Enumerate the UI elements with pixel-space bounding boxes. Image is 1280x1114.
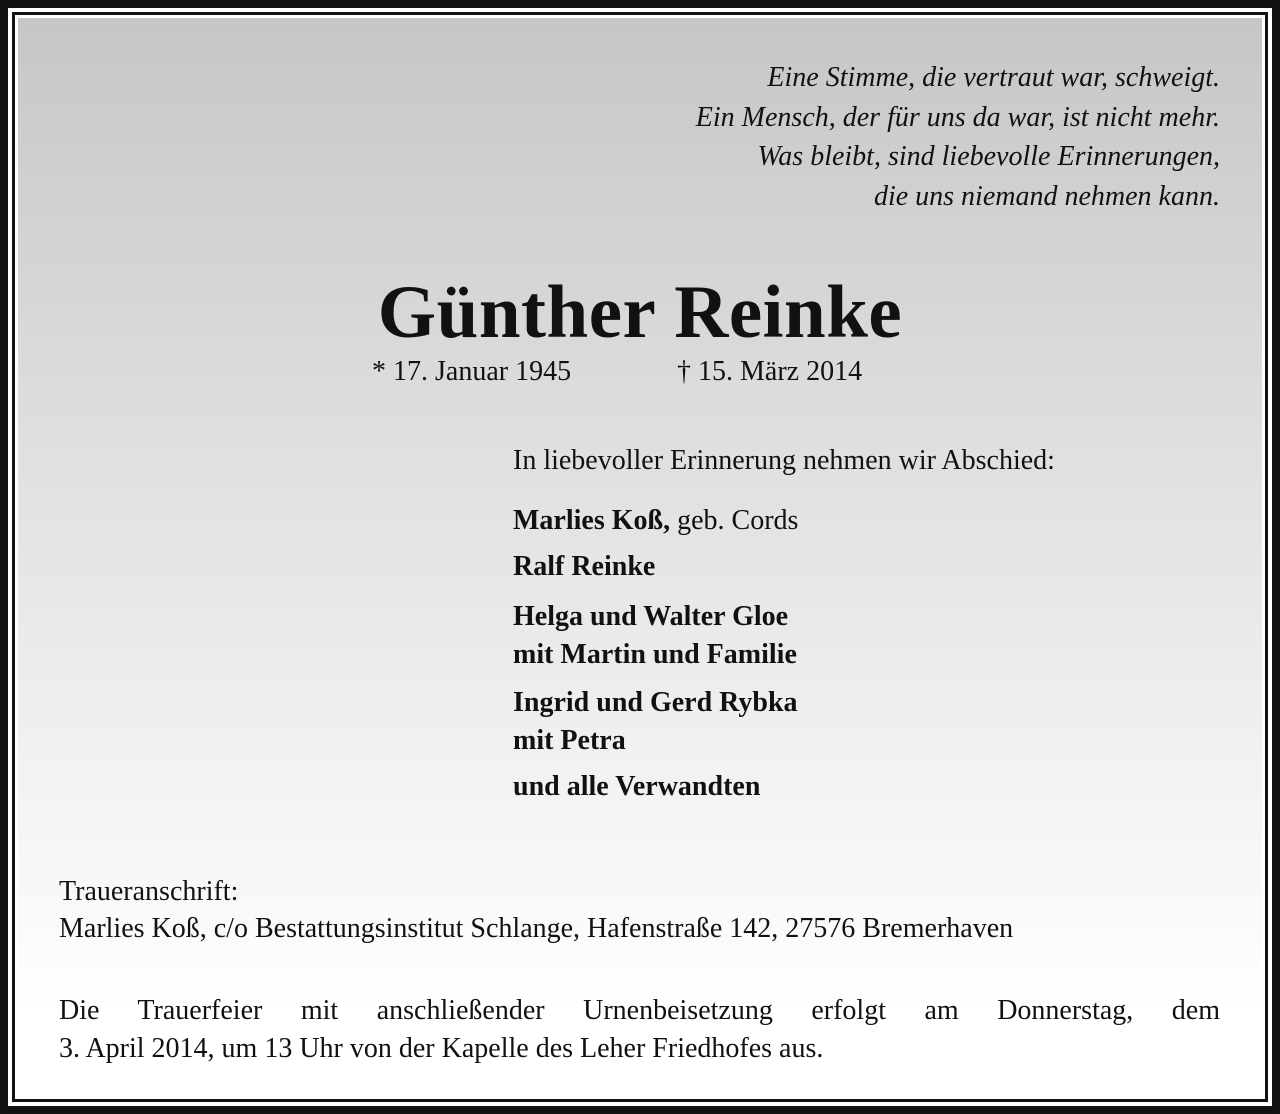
farewell-text: In liebevoller Erinnerung nehmen wir Abschied: (513, 445, 1055, 476)
poem-line: die uns niemand nehmen kann. (873, 180, 1220, 212)
mourner-relatives: und alle Verwandten (513, 771, 761, 802)
poem-line: Was bleibt, sind liebevolle Erinnerungen, (757, 141, 1220, 172)
notice-panel (18, 18, 1262, 1096)
birth-date: * 17. Januar 1945 (372, 356, 572, 387)
deceased-name: Günther Reinke (377, 271, 903, 354)
mourning-address (59, 873, 1013, 947)
mourner-ralf: Ralf Reinke (513, 551, 656, 582)
notice-border (12, 12, 1268, 1102)
ceremony-info (59, 992, 1220, 1068)
mourner-helga-family: mit Martin und Familie (513, 639, 797, 670)
poem-line: Ein Mensch, der für uns da war, ist nicht mehr. (695, 101, 1220, 133)
ceremony-line: 3. April 2014, um 13 Uhr von der Kapelle des Leher Friedhofes aus. (59, 1033, 824, 1064)
obituary-notice (8, 8, 1272, 1106)
mourner-marlies (513, 502, 798, 540)
address-text: Marlies Koß, c/o Bestattungsinstitut Schlange, Hafenstraße 142, 27576 Bremerhaven (59, 913, 1014, 944)
mourner-ingrid-family: mit Petra (513, 725, 626, 756)
mourner-name: Marlies Koß, (513, 505, 671, 536)
mourner-helga: Helga und Walter Gloe (513, 601, 789, 632)
ceremony-line: Die Trauerfeier mit anschließender Urnenbeisetzung erfolgt am Donnerstag, dem (59, 995, 1220, 1026)
poem-line: Eine Stimme, die vertraut war, schweigt. (767, 62, 1220, 93)
mourners-list (513, 502, 798, 806)
memorial-poem (696, 58, 1220, 216)
death-date: † 15. März 2014 (677, 356, 863, 387)
mourner-maiden-name: geb. Cords (670, 505, 799, 536)
mourner-ingrid: Ingrid und Gerd Rybka (513, 687, 798, 718)
address-label: Traueranschrift: (59, 876, 239, 907)
